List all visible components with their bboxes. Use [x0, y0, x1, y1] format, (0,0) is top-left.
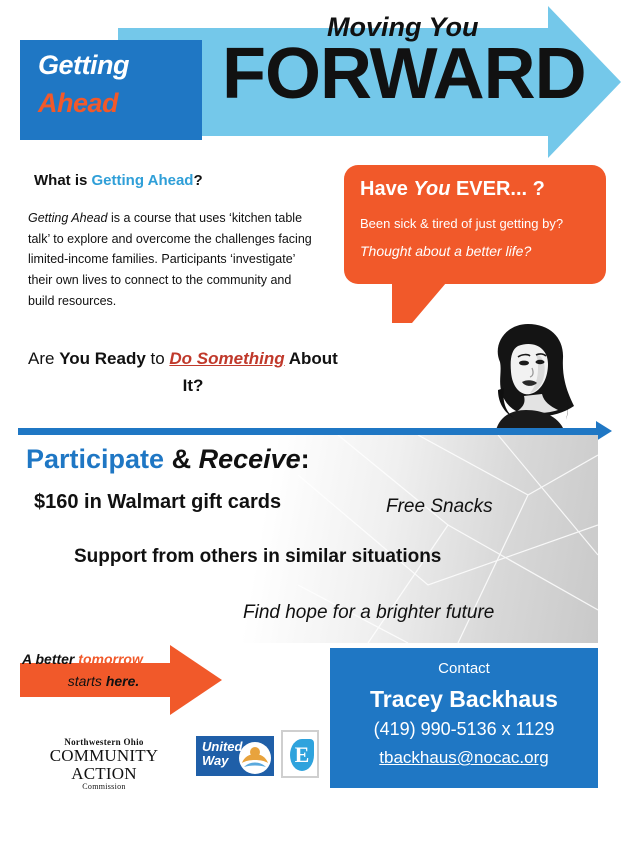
tomorrow-message	[22, 648, 197, 693]
nocac-logo	[24, 738, 184, 792]
tomorrow-line2	[22, 670, 197, 692]
nocac-logo-line2: COMMUNITY ACTION	[49, 746, 159, 784]
participate-receive: Receive	[198, 444, 301, 474]
callout-line-1: Been sick & tired of just getting by?	[360, 216, 564, 231]
contact-name: Tracey Backhaus	[370, 686, 558, 712]
participate-word: Participate	[26, 444, 165, 474]
nocac-logo-line3: Commission	[82, 782, 126, 792]
header-headline: FORWARD	[222, 34, 586, 114]
participate-colon: :	[300, 444, 310, 474]
contact-email-link[interactable]: tbackhaus@nocac.org	[379, 748, 549, 767]
what-is-heading	[34, 172, 203, 189]
ready-callout-text	[28, 345, 418, 399]
participate-divider-arrow-icon	[596, 421, 612, 441]
intro-lead-italic: Getting Ahead	[28, 211, 108, 225]
participate-heading	[26, 444, 310, 475]
ready-part2: to	[145, 349, 170, 368]
intro-paragraph	[28, 208, 318, 311]
intro-body-text: is a course that uses ‘kitchen table talk’ to explore and overcome the challenges facing limited-income families. Participants ‘investigate’ their own lives to connect to the community and build resources.	[28, 211, 312, 308]
nocac-logo-line1: Northwestern Ohio	[64, 737, 144, 747]
what-is-suffix: ?	[193, 172, 203, 189]
benefit-item: $160 in Walmart gift cards	[34, 491, 282, 513]
callout-title	[360, 178, 545, 201]
callout-title-you: You	[413, 178, 451, 200]
participate-ampersand: &	[164, 444, 199, 474]
tomorrow-line1-a: A better	[22, 651, 79, 667]
united-way-line1: United	[202, 739, 243, 754]
callout-title-part2: EVER... ?	[450, 178, 545, 200]
contact-label: Contact	[438, 660, 490, 677]
e-logo-letter: E	[290, 739, 314, 771]
benefit-item: Free Snacks	[386, 496, 493, 517]
united-way-logo	[196, 736, 274, 776]
tomorrow-line1-b: tomorrow	[78, 651, 143, 667]
ready-part3: About	[284, 349, 338, 368]
benefit-item: Find hope for a brighter future	[243, 602, 495, 623]
united-way-line2: Way	[202, 752, 229, 768]
ready-part4: It?	[182, 376, 204, 396]
united-way-hand-icon	[238, 741, 272, 775]
e-logo	[281, 730, 319, 778]
ready-you: You Ready	[59, 349, 146, 368]
benefit-item: Support from others in similar situations	[74, 546, 442, 567]
program-logo-line2: Ahead	[38, 88, 119, 118]
what-is-prefix: What is	[34, 172, 92, 189]
contact-phone[interactable]: (419) 990-5136 x 1129	[373, 719, 555, 739]
ready-part1: Are	[28, 349, 60, 368]
callout-line-2: Thought about a better life?	[360, 243, 532, 259]
header-tagline: Moving You	[327, 12, 479, 42]
participate-divider-bar	[18, 428, 598, 435]
what-is-highlight: Getting Ahead	[91, 172, 194, 189]
callout-tail-icon	[392, 283, 446, 323]
header-banner	[0, 0, 635, 160]
ready-do-something: Do Something	[169, 349, 285, 368]
callout-title-part1: Have	[360, 178, 414, 200]
woman-photo	[466, 318, 586, 433]
tomorrow-line2-a: starts	[67, 673, 106, 690]
tomorrow-line2-b: here.	[105, 673, 140, 690]
program-logo-line1: Getting	[38, 50, 129, 80]
